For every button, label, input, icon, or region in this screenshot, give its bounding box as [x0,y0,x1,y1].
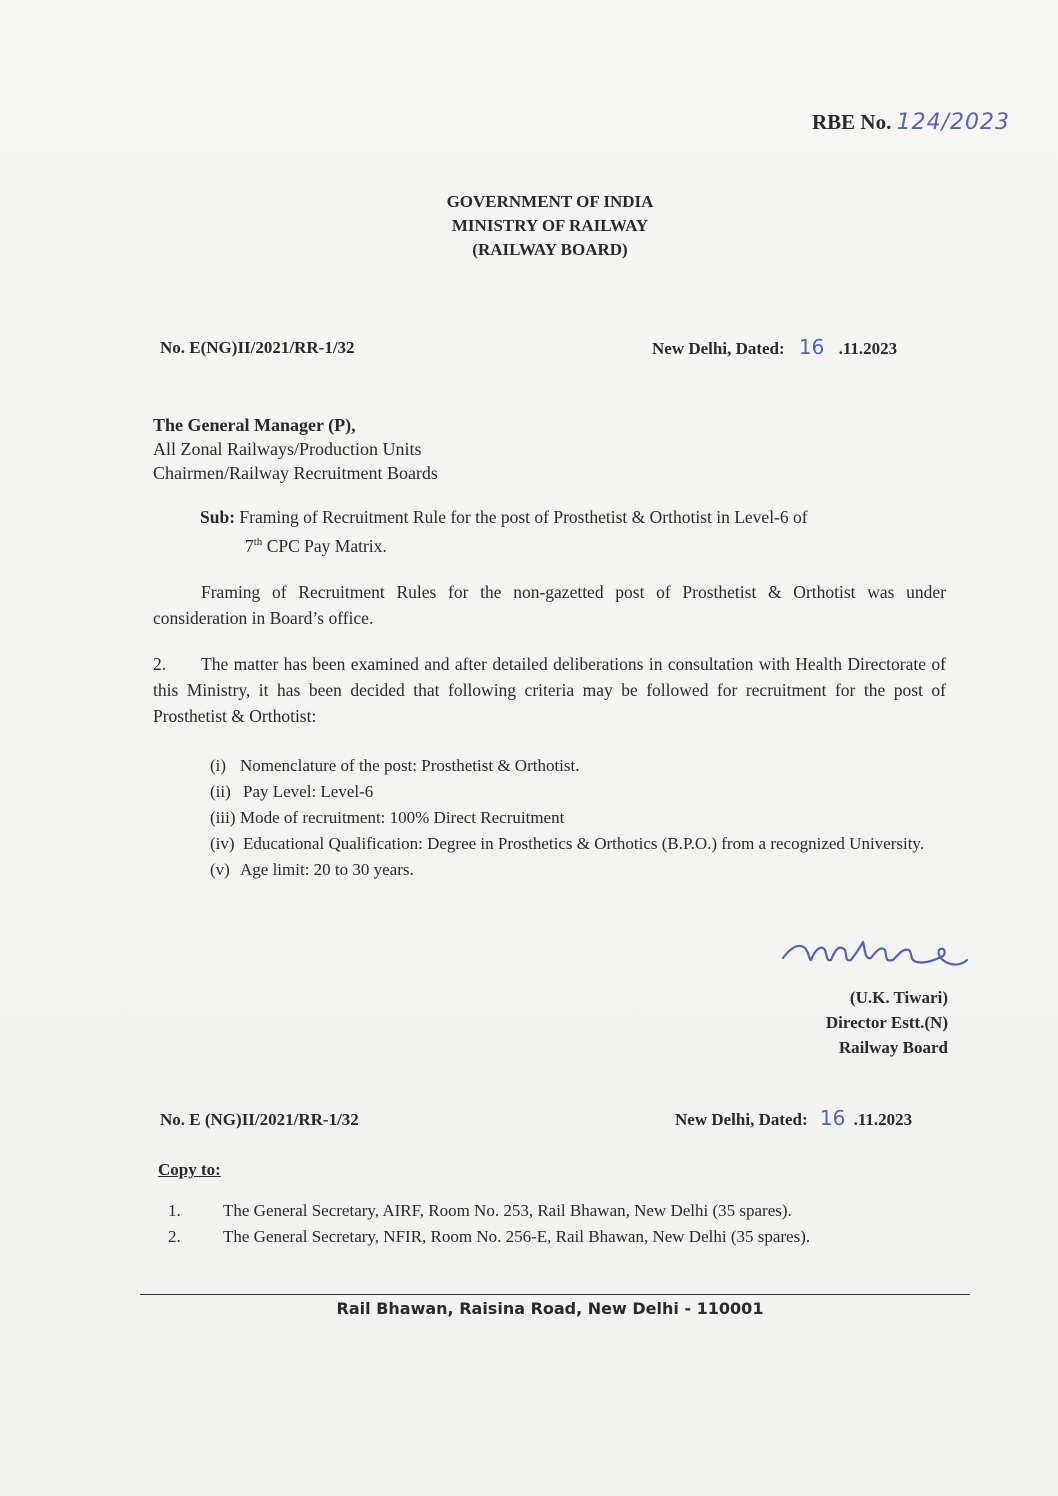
list-item [168,1198,988,1224]
footer-address: Rail Bhawan, Raisina Road, New Delhi - 110001 [336,1299,764,1318]
rbe-handwritten-number: 124/2023 [896,110,1010,135]
handwritten-day: 16 [798,335,825,359]
paragraph-1: Framing of Recruitment Rules for the non-gazetted post of Prosthetist & Orthotist was under consideration in Board’s office. [153,582,946,628]
dated-label: New Delhi, Dated: [675,1110,808,1129]
list-item [210,831,950,857]
list-item-marker: (ii) [210,782,231,801]
handwritten-day: 16 [819,1106,846,1130]
list-item-marker: (i) [210,756,227,775]
list-item [168,1224,988,1250]
dated-label: New Delhi, Dated: [652,339,785,358]
list-item-text: Educational Qualification: Degree in Prosthetics & Orthotics (B.P.O.) from a recognized University. [243,834,925,853]
addressee-line-2: All Zonal Railways/Production Units [153,439,422,459]
list-item-number: 1. [168,1201,181,1220]
addressee [153,413,438,485]
list-item-marker: (v) [210,860,230,879]
subject-label: Sub: [200,507,236,527]
list-item-number: 2. [168,1227,181,1246]
rbe-label: RBE No. [811,110,892,134]
date-month-year: .11.2023 [853,1110,913,1129]
paragraph-2 [153,651,946,729]
letterhead [0,190,1058,262]
rbe-number [812,110,1010,135]
reference-number: No. E(NG)II/2021/RR-1/32 [160,338,355,357]
list-item [210,805,950,831]
paragraph-2-text: The matter has been examined and after detailed deliberations in consultation with Health Directorate of this Ministry, it has been decided that following criteria may be followed for recruitment for the post of Prosthetist & Orthotist: [153,654,946,726]
signatory-block [826,985,948,1060]
subject-text-line-2: CPC Pay Matrix. [262,535,387,556]
list-item [210,857,950,883]
list-item-text: Mode of recruitment: 100% Direct Recruitment [240,808,565,827]
list-item-marker: (iii) [210,808,236,827]
list-item-text: The General Secretary, NFIR, Room No. 256-E, Rail Bhawan, New Delhi (35 spares). [223,1227,811,1246]
list-item-text: Pay Level: Level-6 [243,782,374,801]
header-line-2: MINISTRY OF RAILWAY [451,216,649,235]
list-item-text: Nomenclature of the post: Prosthetist & Orthotist. [240,756,580,775]
signature [775,920,975,980]
signatory-office: Railway Board [838,1038,948,1057]
subject-ordinal: 7 [245,535,254,556]
addressee-line-1: The General Manager (P), [153,415,356,435]
subject-text-line-1: Framing of Recruitment Rule for the post of Prosthetist & Orthotist in Level-6 of [239,507,808,527]
copy-reference-date [675,1106,912,1130]
list-item-text: The General Secretary, AIRF, Room No. 253, Rail Bhawan, New Delhi (35 spares). [223,1201,792,1220]
criteria-list [210,753,950,883]
date-month-year: .11.2023 [838,339,898,358]
list-item-marker: (iv) [210,834,235,853]
header-line-1: GOVERNMENT OF INDIA [446,192,654,211]
header-line-3: (RAILWAY BOARD) [472,240,628,259]
list-item [210,753,950,779]
list-item [210,779,950,805]
list-item-text: Age limit: 20 to 30 years. [240,860,414,879]
copy-to-list [168,1198,988,1250]
subject-ordinal-suffix: th [253,536,263,548]
copy-reference-number: No. E (NG)II/2021/RR-1/32 [160,1110,359,1129]
paragraph-2-number: 2. [153,654,167,674]
signatory-name: (U.K. Tiwari) [849,988,948,1007]
footer-divider [140,1294,970,1295]
copy-to-label: Copy to: [158,1160,221,1179]
signatory-designation: Director Estt.(N) [825,1013,948,1032]
addressee-line-3: Chairmen/Railway Recruitment Boards [153,463,438,483]
subject [200,505,950,559]
reference-date [652,335,897,359]
